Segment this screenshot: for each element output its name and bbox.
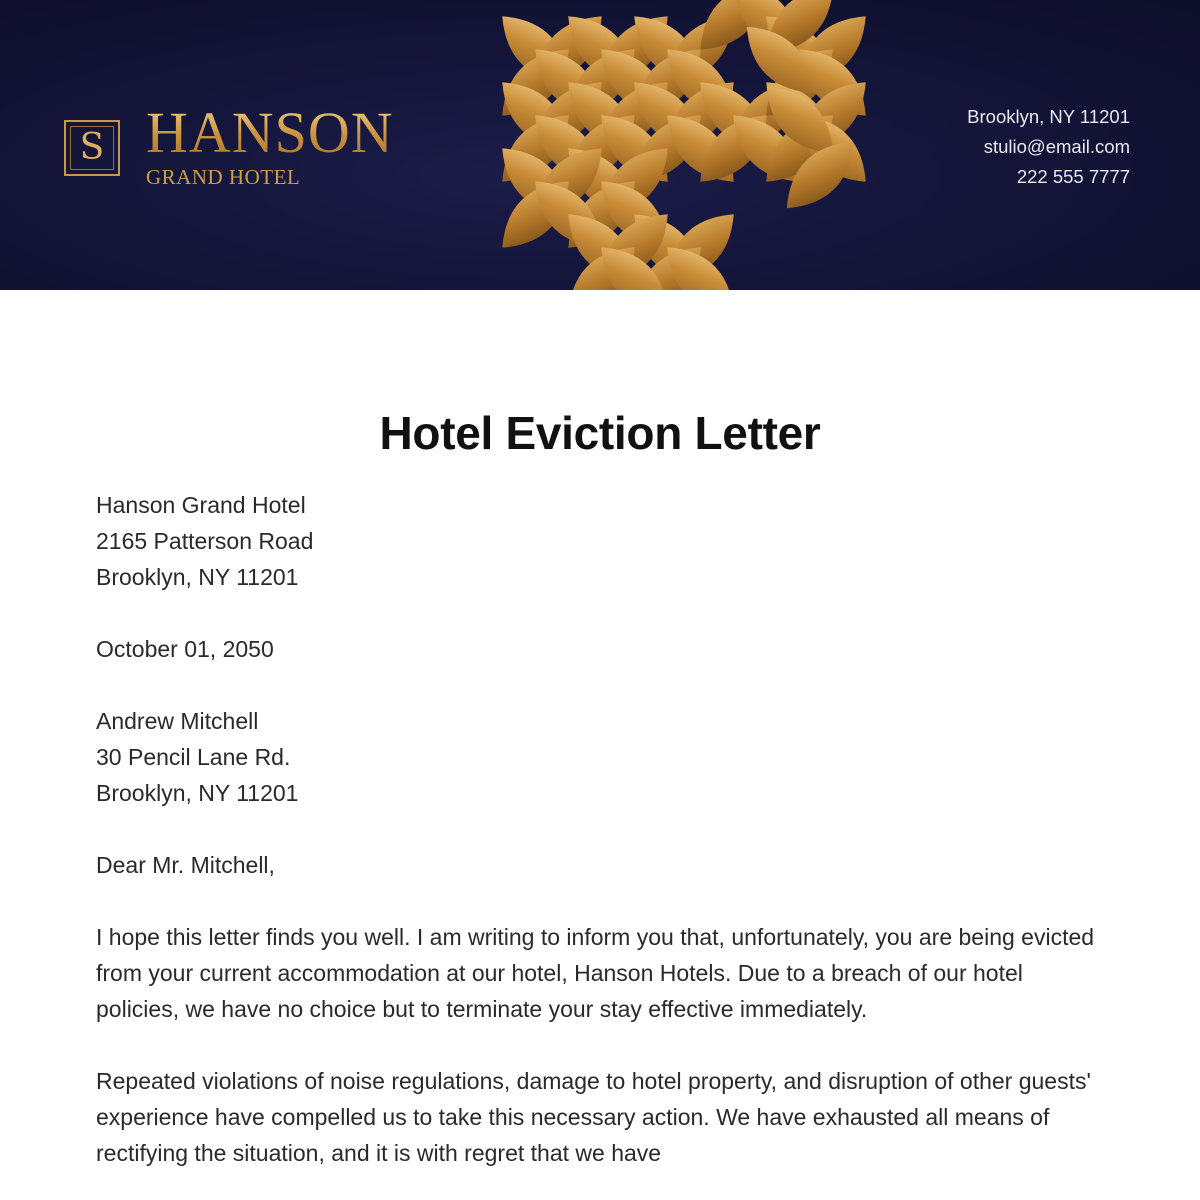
sender-name: Hanson Grand Hotel [96, 492, 306, 518]
recipient-name: Andrew Mitchell [96, 708, 259, 734]
brand-subtitle: GRAND HOTEL [146, 165, 301, 189]
sender-street: 2165 Patterson Road [96, 528, 314, 554]
recipient-city: Brooklyn, NY 11201 [96, 780, 299, 806]
sender-city: Brooklyn, NY 11201 [96, 564, 299, 590]
letter-body [96, 487, 1106, 1200]
body-paragraph-1: I hope this letter finds you well. I am writing to inform you that, unfortunately, you are being evicted from your current accommodation at our hotel, Hanson Hotels. Due to a breach of our hotel policies, we have no choice but to terminate your stay effective immediately. [96, 924, 1095, 1022]
contact-email: stulio@email.com [983, 136, 1130, 157]
brand-name: HANSON [146, 100, 394, 165]
logo-monogram [64, 120, 120, 176]
document-title: Hotel Eviction Letter [379, 407, 821, 459]
sender-address [96, 487, 1106, 595]
logo-letter: S [79, 127, 105, 168]
body-paragraph-2: Repeated violations of noise regulations, damage to hotel property, and disruption of other guests' experience have compelled us to take this necessary action. We have exhausted all means of rectifying the situation, and it is with regret that we have [96, 1068, 1091, 1166]
recipient-street: 30 Pencil Lane Rd. [96, 744, 291, 770]
date-text: October 01, 2050 [96, 636, 274, 662]
header-banner [0, 0, 1200, 290]
contact-city: Brooklyn, NY 11201 [967, 106, 1130, 127]
letter-date [96, 631, 1106, 667]
salutation [96, 847, 1106, 883]
salutation-text: Dear Mr. Mitchell, [96, 852, 275, 878]
contact-phone: 222 555 7777 [1016, 166, 1130, 187]
recipient-address [96, 703, 1106, 811]
contact-info [967, 102, 1130, 192]
